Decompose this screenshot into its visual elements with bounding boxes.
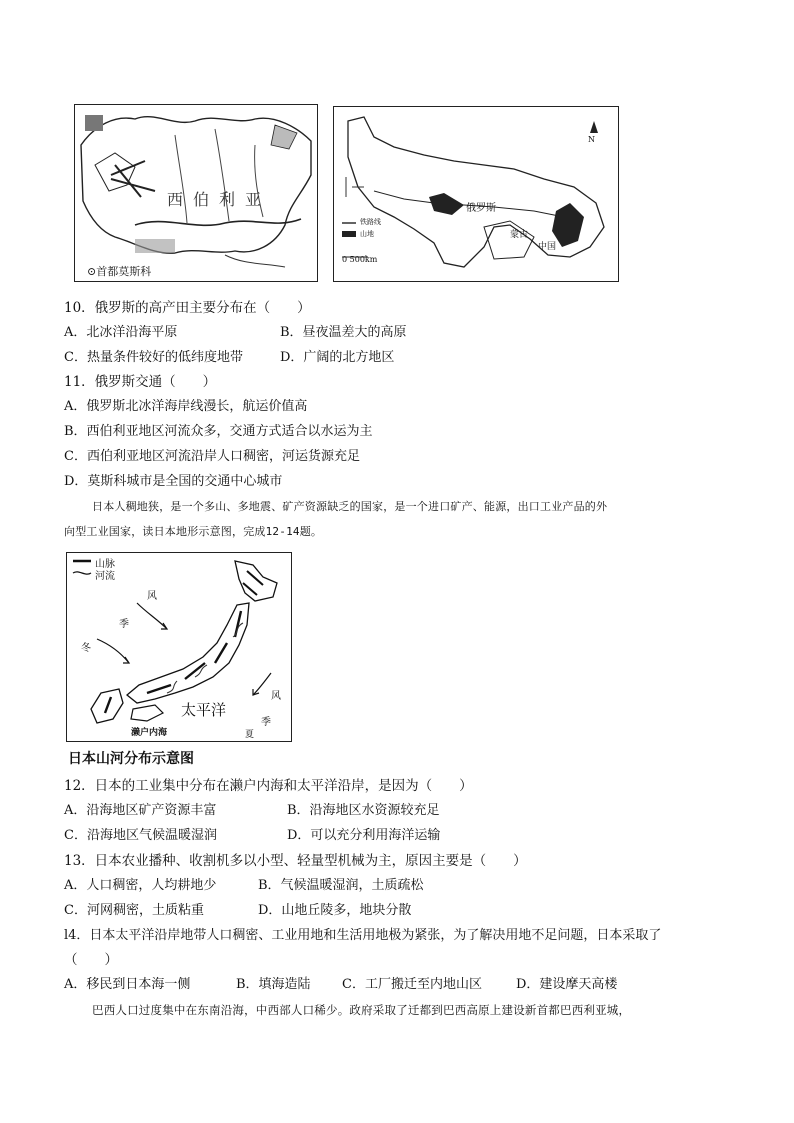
q12-option-a[interactable]: A．沿海地区矿产资源丰富	[64, 803, 217, 818]
q11-stem: 11．俄罗斯交通（ ）	[64, 374, 217, 390]
q13-option-b[interactable]: B．气候温暖湿润，土质疏松	[258, 878, 424, 893]
japan-legend-river: 河流	[95, 571, 115, 582]
japan-pacific-label: 太平洋	[181, 701, 227, 719]
siberia-railway-map	[333, 106, 619, 282]
japan-map	[66, 552, 292, 742]
q14-stem: l4．日本太平洋沿岸地带人口稠密、工业用地和生活用地极为紧张，为了解决用地不足问题，日本采取了	[64, 928, 662, 943]
q11-option-a[interactable]: A．俄罗斯北冰洋海岸线漫长，航运价值高	[64, 399, 308, 414]
q14-stem-continued: （ ）	[64, 952, 118, 968]
japan-map-caption: 日本山河分布示意图	[68, 751, 194, 767]
q13-stem: 13．日本农业播种、收割机多以小型、轻量型机械为主，原因主要是（ ）	[64, 853, 527, 869]
japan-wind-label-1: 风	[147, 591, 157, 602]
q10-option-d[interactable]: D．广阔的北方地区	[280, 350, 395, 365]
brazil-intro: 巴西人口过度集中在东南沿海，中西部人口稀少。政府采取了迁都到巴西高原上建设新首都巴西利亚城，	[92, 1003, 631, 1017]
q11-option-c[interactable]: C．西伯利亚地区河流沿岸人口稠密，河运货源充足	[64, 449, 360, 464]
q12-stem: 12．日本的工业集中分布在濑户内海和太平洋沿岸，是因为（ ）	[64, 778, 473, 794]
japan-legend-mountain: 山脉	[95, 559, 115, 570]
q13-option-a[interactable]: A．人口稠密，人均耕地少	[64, 878, 217, 893]
q10-option-a[interactable]: A．北冰洋沿海平原	[64, 325, 178, 340]
russia-map	[74, 104, 318, 282]
q11-option-b[interactable]: B．西伯利亚地区河流众多，交通方式适合以水运为主	[64, 424, 373, 439]
siberia-label-russia: 俄罗斯	[466, 203, 496, 214]
japan-intro-line2: 向型工业国家，读日本地形示意图，完成12-14题。	[64, 525, 323, 538]
japan-intro-line1: 日本人稠地狭，是一个多山、多地震、矿产资源缺乏的国家，是一个进口矿产、能源，出口工业产品的外	[92, 500, 608, 513]
q14-option-d[interactable]: D．建设摩天高楼	[516, 977, 618, 992]
siberia-north-arrow: N	[588, 135, 595, 144]
siberia-scale: 0 500km	[342, 255, 378, 264]
q11-option-d[interactable]: D．莫斯科城市是全国的交通中心城市	[64, 474, 283, 489]
q10-stem: 10．俄罗斯的高产田主要分布在（ ）	[64, 300, 311, 316]
q12-option-c[interactable]: C．沿海地区气候温暖湿润	[64, 828, 217, 843]
japan-wind-label-6: 夏	[245, 730, 255, 740]
q14-option-a[interactable]: A．移民到日本海一侧	[64, 977, 191, 992]
japan-wind-label-4: 风	[271, 691, 281, 702]
japan-wind-label-5: 季	[261, 717, 271, 728]
siberia-legend-mountain: 山地	[360, 230, 374, 238]
siberia-label-china: 中国	[538, 242, 557, 252]
q12-option-b[interactable]: B．沿海地区水资源较充足	[287, 803, 440, 818]
q13-option-c[interactable]: C．河网稠密，土质粘重	[64, 903, 204, 918]
russia-region-label: 西伯利亚	[167, 190, 272, 209]
q14-option-b[interactable]: B．填海造陆	[236, 977, 311, 992]
russia-legend-capital: ⊙首都莫斯科	[87, 265, 152, 278]
siberia-label-mongolia: 蒙古	[510, 230, 529, 240]
japan-wind-label-3: 冬	[81, 643, 91, 654]
japan-wind-label-2: 季	[119, 619, 129, 630]
japan-inland-sea-label: 濑户内海	[131, 728, 168, 738]
q14-option-c[interactable]: C．工厂搬迁至内地山区	[342, 977, 482, 992]
q13-option-d[interactable]: D．山地丘陵多，地块分散	[258, 903, 412, 918]
q12-option-d[interactable]: D．可以充分利用海洋运输	[287, 828, 441, 843]
siberia-legend-railway: 铁路线	[360, 218, 381, 226]
q10-option-c[interactable]: C．热量条件较好的低纬度地带	[64, 350, 243, 365]
q10-option-b[interactable]: B．昼夜温差大的高原	[280, 325, 407, 340]
